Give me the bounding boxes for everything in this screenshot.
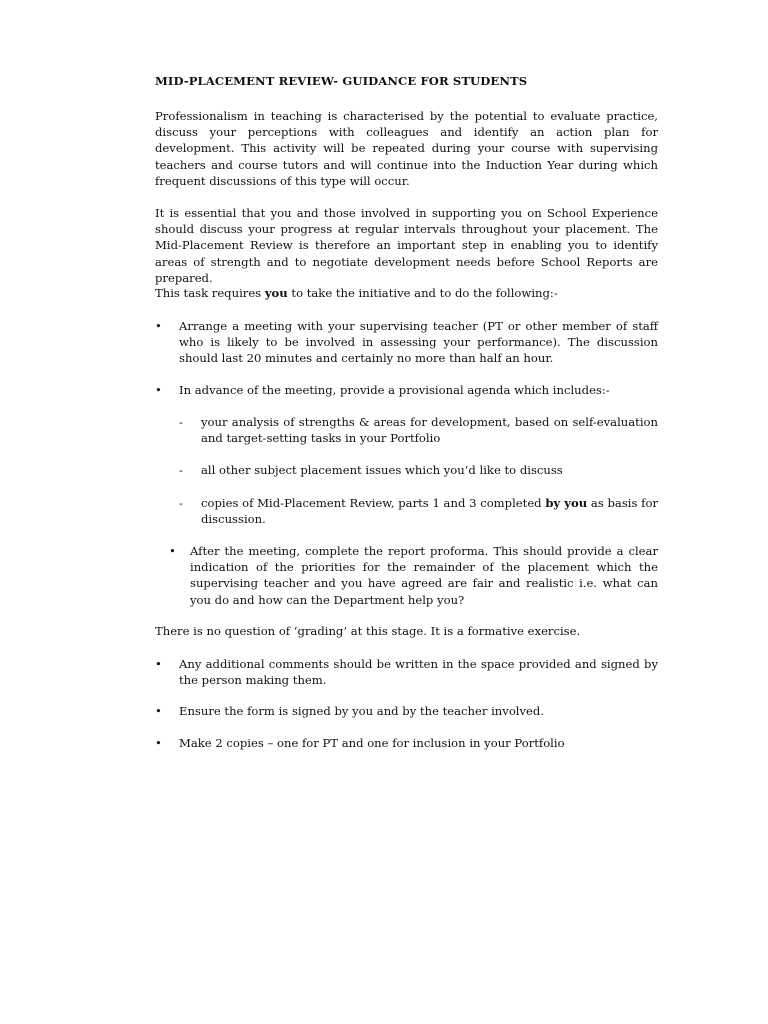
intro-paragraph: Professionalism in teaching is characterised by the potential to evaluate practice, discuss your perceptions with colleagues and identify an action plan for development. This activity will be repeated during your course with supervising teachers and course tutors and will continue into the Induction Year during which frequent discussions of this type will occur. [155, 109, 658, 188]
sub-list-text-before: copies of Mid-Placement Review, parts 1 and 3 completed [201, 496, 546, 510]
list-item-text: Any additional comments should be written in the space provided and signed by the person making them. [179, 657, 658, 688]
sub-list-item-text: all other subject placement issues which you’d like to discuss [201, 463, 563, 477]
sub-list-item-text: your analysis of strengths & areas for development, based on self-evaluation and target-setting tasks in your Portfolio [201, 415, 658, 446]
sub-list-text-bold: by you [545, 496, 588, 510]
task-paragraph [155, 285, 658, 301]
task-text-bold: you [264, 286, 288, 300]
dash-icon: - [179, 463, 183, 477]
sub-list-text-after: as basis for discussion. [201, 496, 658, 527]
task-text-before: This task requires [155, 286, 265, 300]
task-text-after: to take the initiative and to do the following:- [287, 286, 558, 300]
bullet-icon: • [155, 657, 162, 671]
grading-paragraph: There is no question of ‘grading’ at this stage. It is a formative exercise. [155, 624, 581, 638]
bullet-icon: • [155, 383, 162, 397]
bullet-icon: • [155, 704, 162, 718]
document-title: MID-PLACEMENT REVIEW- GUIDANCE FOR STUDENTS [155, 74, 528, 88]
bullet-icon: • [155, 319, 162, 333]
dash-icon: - [179, 415, 183, 429]
second-paragraph: It is essential that you and those involved in supporting you on School Experience should discuss your progress at regular intervals throughout your placement. The Mid-Placement Review is therefore an important step in enabling you to identify areas of strength and to negotiate development needs before School Reports are prepared. [155, 206, 658, 285]
bullet-icon: • [169, 544, 176, 558]
list-item-text: In advance of the meeting, provide a provisional agenda which includes:- [179, 383, 610, 397]
list-item-text: After the meeting, complete the report proforma. This should provide a clear indication of the priorities for the remainder of the placement which the supervising teacher and you have agreed are fair and realistic i.e. what can you do and how can the Department help you? [190, 544, 658, 607]
bullet-icon: • [155, 736, 162, 750]
list-item-text: Arrange a meeting with your supervising teacher (PT or other member of staff who is likely to be involved in assessing your performance). The discussion should last 20 minutes and certainly no more than half an hour. [179, 319, 658, 366]
list-item-text: Ensure the form is signed by you and by the teacher involved. [179, 704, 545, 718]
sub-list-item-text [201, 495, 658, 527]
dash-icon: - [179, 496, 183, 510]
list-item-text: Make 2 copies – one for PT and one for inclusion in your Portfolio [179, 736, 565, 750]
